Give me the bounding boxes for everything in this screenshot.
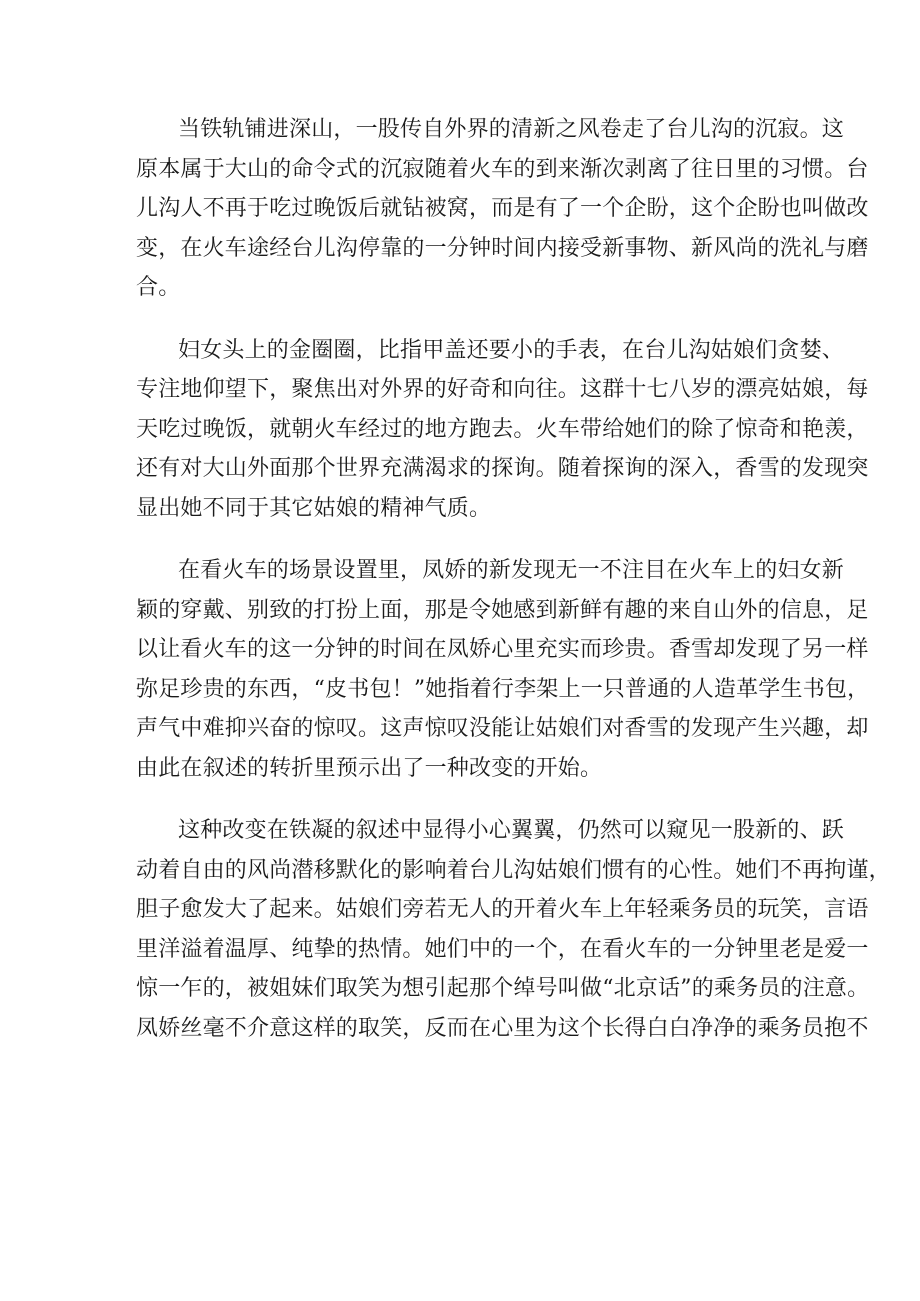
text-line: 妇女头上的金圈圈，比指甲盖还要小的手表，在台儿沟姑娘们贪婪、 — [178, 337, 845, 363]
paragraph-2 — [136, 331, 869, 529]
text-line: 声气中难抑兴奋的惊叹。这声惊叹没能让姑娘们对香雪的发现产生兴趣，却 — [136, 716, 869, 741]
text-line: 动着自由的风尚潜移默化的影响着台儿沟姑娘们惯有的心性。她们不再拘谨， — [136, 857, 891, 883]
paragraph-1 — [136, 110, 869, 308]
text-line: 颖的穿戴、别致的打扮上面，那是令她感到新鲜有趣的来自山外的信息，足 — [136, 597, 869, 623]
text-line: 惊一乍的，被姐妹们取笑为想引起那个绰号叫做“北京话”的乘务员的注意。 — [136, 976, 870, 1001]
text-line: 天吃过晚饭，就朝火车经过的地方跑去。火车带给她们的除了惊奇和艳羡， — [136, 416, 869, 442]
text-line: 变，在火车途经台儿沟停靠的一分钟时间内接受新事物、新风尚的洗礼与磨 — [136, 235, 869, 261]
text-line: 凤娇丝毫不介意这样的取笑，反而在心里为这个长得白白净净的乘务员抱不 — [136, 1015, 869, 1041]
text-line: 胆子愈发大了起来。姑娘们旁若无人的开着火车上年轻乘务员的玩笑，言语 — [136, 897, 869, 922]
text-line: 显出她不同于其它姑娘的精神气质。 — [136, 495, 492, 521]
text-line: 里洋溢着温厚、纯挚的热情。她们中的一个，在看火车的一分钟里老是爱一 — [136, 936, 869, 962]
text-line: 弥足珍贵的东西，“皮书包！”她指着行李架上一只普通的人造革学生书包， — [136, 676, 870, 702]
text-line: 以让看火车的这一分钟的时间在凤娇心里充实而珍贵。香雪却发现了另一样 — [136, 637, 869, 662]
document-body — [136, 110, 891, 1071]
text-line: 专注地仰望下，聚焦出对外界的好奇和向往。这群十七八岁的漂亮姑娘，每 — [136, 377, 869, 402]
text-line: 儿沟人不再于吃过晚饭后就钻被窝，而是有了一个企盼，这个企盼也叫做改 — [136, 196, 869, 221]
text-line: 还有对大山外面那个世界充满渴求的探询。随着探询的深入，香雪的发现突 — [136, 456, 869, 481]
text-line: 合。 — [136, 275, 181, 300]
text-line: 由此在叙述的转折里预示出了一种改变的开始。 — [136, 755, 603, 781]
text-line: 当铁轨铺进深山，一股传自外界的清新之风卷走了台儿沟的沉寂。这 — [178, 117, 845, 142]
paragraph-3 — [136, 551, 870, 788]
paragraph-4 — [136, 811, 891, 1048]
text-line: 这种改变在铁凝的叙述中显得小心翼翼，仍然可以窥见一股新的、跃 — [178, 818, 845, 843]
text-line: 原本属于大山的命令式的沉寂随着火车的到来渐次剥离了往日里的习惯。台 — [136, 156, 869, 182]
text-line: 在看火车的场景设置里，凤娇的新发现无一不注目在火车上的妇女新 — [178, 558, 845, 583]
